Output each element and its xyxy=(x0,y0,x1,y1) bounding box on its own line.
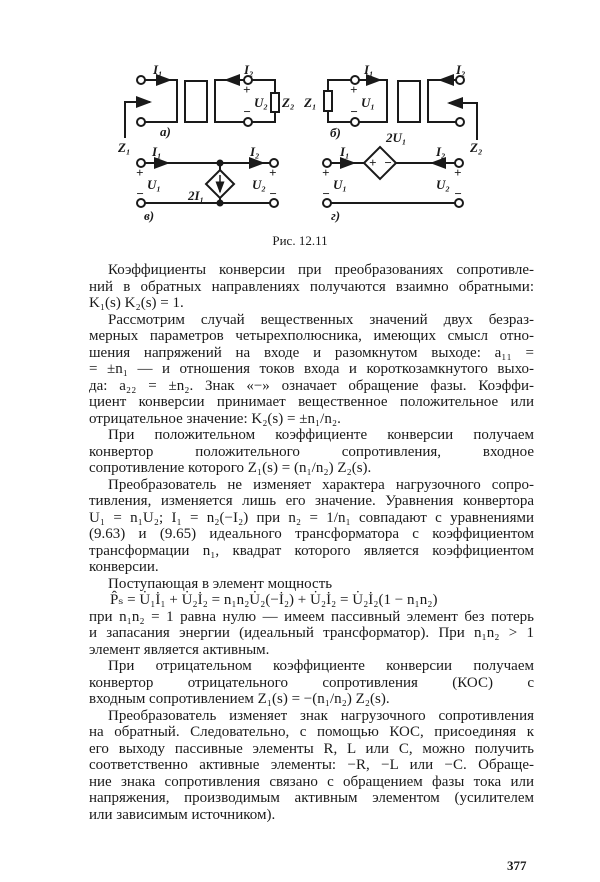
text-line: Рассмотрим случай вещественных значений двух безраз- xyxy=(108,311,534,328)
text-line: сопротивление которого Z₁(s) = (n₁/n₂) Z₂(s). xyxy=(89,460,372,476)
text-line: ние знака сопротивления связано с обращением фазы тока или xyxy=(89,773,534,790)
text-line: шения напряжений на входе и разомкнутом выходе: a₁₁ = xyxy=(89,344,534,361)
text-line: Преобразователь изменяет знак нагрузочного сопротивления xyxy=(108,707,534,724)
label-minus: − xyxy=(454,186,462,201)
label-plus: + xyxy=(243,82,251,97)
text-line: или зависимым источником). xyxy=(89,806,276,823)
label-v: в) xyxy=(144,208,155,223)
text-line: напряжения, производимым активным элементом (усилителем xyxy=(89,790,534,806)
label-minus: − xyxy=(269,186,277,201)
label-Z1: Z₁ xyxy=(304,95,317,110)
figure-caption: Рис. 12.11 xyxy=(272,233,328,248)
text-line: тивления, изменяется лишь его значение. Уравнения конвертора xyxy=(89,493,534,509)
label-plus: + xyxy=(322,165,330,180)
label-U1: U₁ xyxy=(333,177,347,192)
label-minus: − xyxy=(243,104,251,119)
label-a: а) xyxy=(160,124,171,139)
text-line: (9.63) и (9.65) идеального трансформатора с коэффициентом xyxy=(89,526,534,542)
label-I2: I₂ xyxy=(250,144,260,159)
label-plus: + xyxy=(136,165,144,180)
formula-line: P̂ₛ = U̇₁İ₁ + U̇₂İ₂ = n₁n₂U̇₂(−İ₂) + U̇₂İ₂ = U̇₂İ₂(1 − n₁n₂) xyxy=(110,592,438,608)
text-line: Преобразователь не изменяет характера нагрузочного сопро- xyxy=(108,476,534,493)
label-I1: I₁ xyxy=(153,62,163,77)
label-plus: + xyxy=(454,165,462,180)
label-Z1: Z₁ xyxy=(118,140,131,155)
label-minus: − xyxy=(322,186,330,201)
text-line: при n₁n₂ = 1 равна нулю — имеем пассивный элемент без потерь xyxy=(89,608,534,625)
label-U1: U₁ xyxy=(147,177,161,192)
label-Z2: Z₂ xyxy=(282,95,295,110)
page-number: 377 xyxy=(507,858,527,873)
text-line: отрицательное значение: K₂(s) = ±n₁/n₂. xyxy=(89,410,341,427)
text-line: элемент является активным. xyxy=(89,641,270,658)
label-U2: U₂ xyxy=(436,177,450,192)
label-U1: U₁ xyxy=(361,95,375,110)
label-plus: + xyxy=(369,155,377,170)
text-line: Поступающая в элемент мощность xyxy=(108,575,333,592)
text-line: и запасания энергии (идеальный трансформатор). При n₁n₂ > 1 xyxy=(89,625,534,641)
text-line: мерных параметров четырехполюсника, имеющих смысл отно- xyxy=(89,328,534,344)
label-minus: − xyxy=(384,155,392,170)
label-U2: U₂ xyxy=(252,177,266,192)
label-I1: I₁ xyxy=(340,144,350,159)
text-line: При отрицательном коэффициенте конверсии получаем xyxy=(108,658,534,674)
label-2U1: 2U₁ xyxy=(386,130,407,145)
label-2I1: 2I₁ xyxy=(188,188,205,203)
text-line: Коэффициенты конверсии при преобразованиях сопротивле- xyxy=(108,262,534,278)
text-line: его выходу пассивные элементы R, L или C, можно получить xyxy=(89,740,534,757)
label-Z2: Z₂ xyxy=(470,140,483,155)
label-I1: I₁ xyxy=(364,62,374,77)
label-I1: I₁ xyxy=(152,144,162,159)
body-text xyxy=(89,262,534,823)
text-line: ний в обратных направлениях получаются взаимно обратными: xyxy=(89,278,534,295)
label-I2: I₂ xyxy=(244,62,254,77)
text-line: конвертор положительного сопротивления, входное xyxy=(89,443,534,460)
text-line: При положительном коэффициенте конверсии получаем xyxy=(108,427,534,443)
label-U2: U₂ xyxy=(254,95,268,110)
label-b: б) xyxy=(330,125,341,140)
label-plus: + xyxy=(350,82,358,97)
label-minus: − xyxy=(136,186,144,201)
label-I2: I₂ xyxy=(456,62,466,77)
text-line: соответственно активные элементы: −R, −L или −C. Обраще- xyxy=(89,757,534,773)
label-I2: I₂ xyxy=(436,144,446,159)
text-line: K₁(s) K₂(s) = 1. xyxy=(89,295,184,311)
label-plus: + xyxy=(269,165,277,180)
label-g: г) xyxy=(331,208,341,223)
text-line: на обратный. Следовательно, с помощью КОС, присоединяя к xyxy=(89,724,534,740)
text-line: да: a₂₂ = ±n₂. Знак «−» означает обращение фазы. Коэффи- xyxy=(89,377,534,394)
text-line: = ±n₁ — и отношения токов входа и короткозамкнутого выхо- xyxy=(89,361,534,377)
text-line: конверсии. xyxy=(89,559,159,575)
text-line: циент конверсии принимает вещественное положительное или xyxy=(89,394,534,410)
text-line: входным сопротивлением Z₁(s) = −(n₁/n₂) Z₂(s). xyxy=(89,691,390,707)
label-minus: − xyxy=(350,104,358,119)
text-line: U₁ = n₁U₂; I₁ = n₂(−I₂) при n₂ = 1/n₁ совпадают с уравнениями xyxy=(89,509,534,526)
circuit-figure-12-11 xyxy=(0,0,600,235)
text-line: трансформации n₁, квадрат которого является коэффициентом xyxy=(89,542,534,559)
text-line: конвертор отрицательного сопротивления (КОС) с xyxy=(89,674,534,691)
